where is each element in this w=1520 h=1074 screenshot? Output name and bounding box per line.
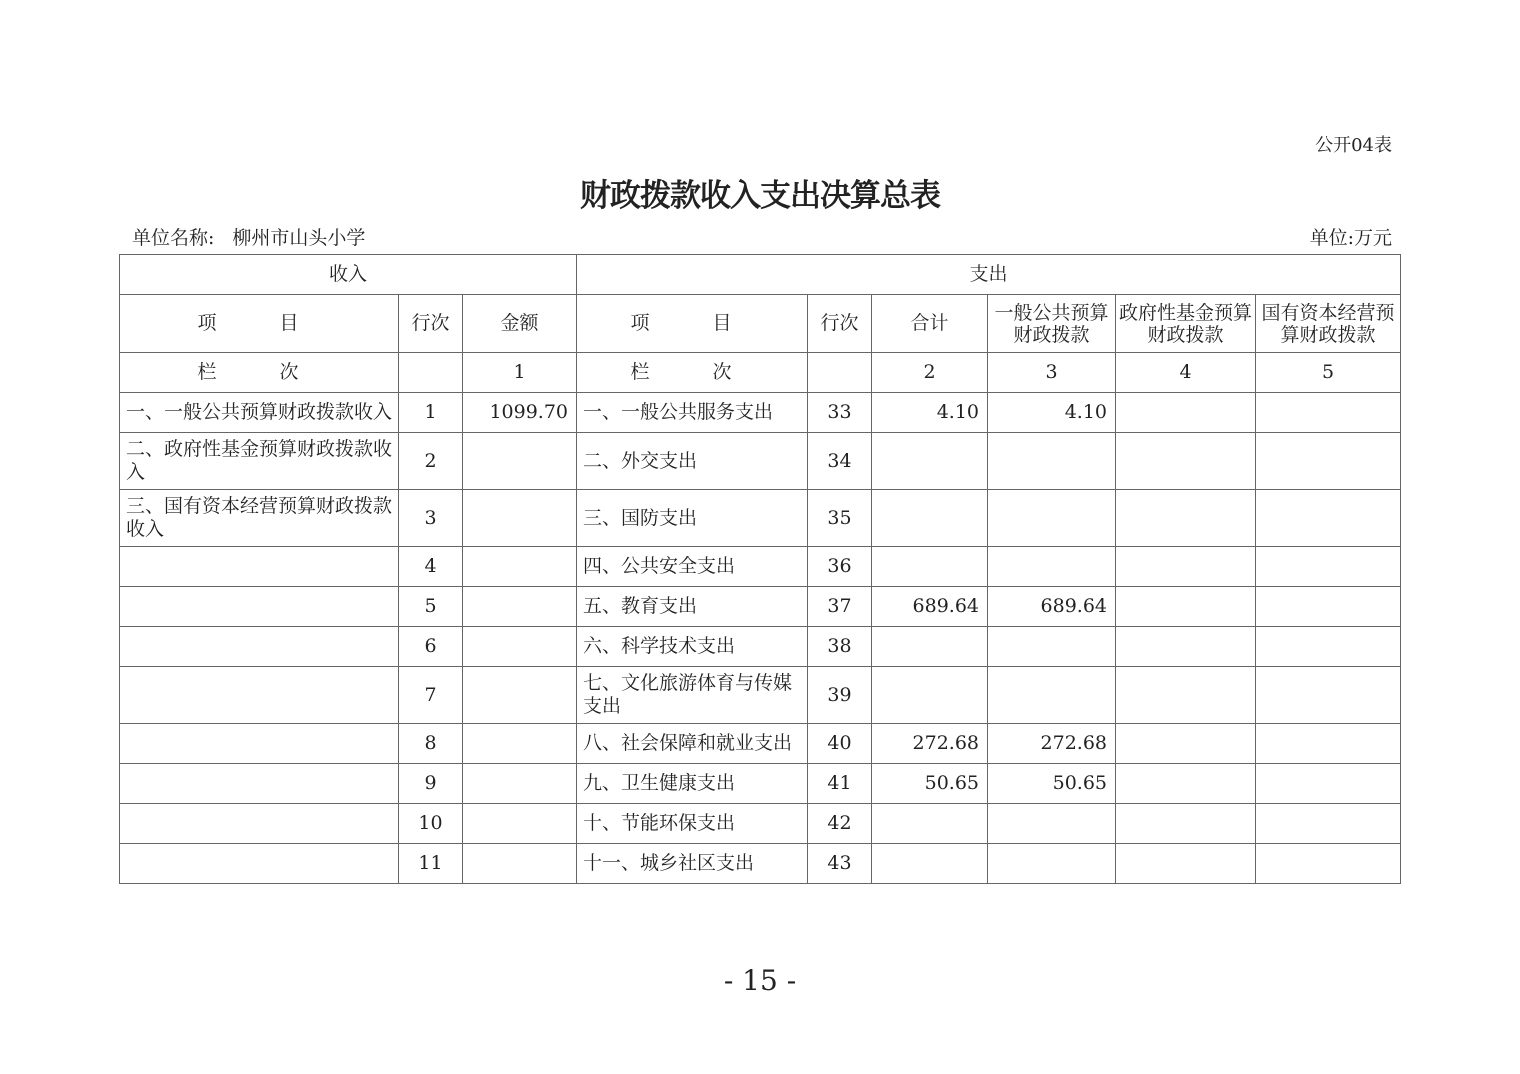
amount-cell [463, 490, 577, 547]
column-header-row [120, 295, 1401, 353]
budget-summary-table [119, 254, 1401, 884]
expense-line-cell: 33 [808, 393, 872, 433]
gov-fund-cell [1116, 433, 1256, 490]
income-item-cell [120, 667, 399, 724]
income-line-cell: 1 [399, 393, 463, 433]
gov-fund-cell [1116, 724, 1256, 764]
col-index-total: 2 [872, 353, 988, 393]
state-capital-cell [1256, 547, 1401, 587]
table-row [120, 724, 1401, 764]
expense-item-cell: 八、社会保障和就业支出 [577, 724, 808, 764]
general-budget-cell [988, 433, 1116, 490]
col-index-blank [399, 353, 463, 393]
table-row [120, 587, 1401, 627]
expense-line-cell: 34 [808, 433, 872, 490]
amount-cell [463, 547, 577, 587]
income-line-cell: 2 [399, 433, 463, 490]
expense-line-cell: 38 [808, 627, 872, 667]
gov-fund-cell [1116, 393, 1256, 433]
form-code: 公开04表 [1315, 135, 1392, 156]
state-capital-cell [1256, 433, 1401, 490]
state-capital-cell [1256, 587, 1401, 627]
expense-item-cell: 一、一般公共服务支出 [577, 393, 808, 433]
general-budget-cell [988, 844, 1116, 884]
table-row [120, 804, 1401, 844]
general-budget-cell: 689.64 [988, 587, 1116, 627]
expense-item-cell: 九、卫生健康支出 [577, 764, 808, 804]
state-capital-cell [1256, 667, 1401, 724]
general-budget-cell: 50.65 [988, 764, 1116, 804]
table-row [120, 547, 1401, 587]
gov-fund-cell [1116, 587, 1256, 627]
table-row [120, 490, 1401, 547]
col-income-item: 项 目 [120, 295, 399, 353]
amount-cell [463, 764, 577, 804]
table-row [120, 667, 1401, 724]
income-line-cell: 5 [399, 587, 463, 627]
income-item-cell: 二、政府性基金预算财政拨款收入 [120, 433, 399, 490]
state-capital-cell [1256, 627, 1401, 667]
col-index-blank [808, 353, 872, 393]
col-index-gov-fund: 4 [1116, 353, 1256, 393]
expense-item-cell: 二、外交支出 [577, 433, 808, 490]
page-number: - 15 - [723, 964, 797, 997]
unit-name-value: 柳州市山头小学 [232, 227, 366, 249]
expense-item-cell: 十、节能环保支出 [577, 804, 808, 844]
amount-cell [463, 724, 577, 764]
col-state-capital: 国有资本经营预算财政拨款 [1256, 295, 1401, 353]
income-line-cell: 3 [399, 490, 463, 547]
income-line-cell: 8 [399, 724, 463, 764]
income-item-cell [120, 844, 399, 884]
col-index-exp-label: 栏 次 [577, 353, 808, 393]
table-row [120, 433, 1401, 490]
income-line-cell: 4 [399, 547, 463, 587]
general-budget-cell [988, 490, 1116, 547]
gov-fund-cell [1116, 764, 1256, 804]
col-index-state-capital: 5 [1256, 353, 1401, 393]
income-item-cell [120, 627, 399, 667]
income-line-cell: 6 [399, 627, 463, 667]
general-budget-cell: 4.10 [988, 393, 1116, 433]
amount-cell [463, 804, 577, 844]
unit-name-line [132, 223, 365, 250]
general-budget-cell [988, 667, 1116, 724]
total-cell [872, 490, 988, 547]
state-capital-cell [1256, 490, 1401, 547]
col-gov-fund: 政府性基金预算财政拨款 [1116, 295, 1256, 353]
expense-header: 支出 [577, 255, 1401, 295]
col-income-line: 行次 [399, 295, 463, 353]
total-cell [872, 547, 988, 587]
total-cell: 272.68 [872, 724, 988, 764]
table-row [120, 627, 1401, 667]
table-row [120, 393, 1401, 433]
income-item-cell: 三、国有资本经营预算财政拨款收入 [120, 490, 399, 547]
total-cell [872, 804, 988, 844]
general-budget-cell [988, 547, 1116, 587]
table-row [120, 844, 1401, 884]
income-line-cell: 11 [399, 844, 463, 884]
state-capital-cell [1256, 724, 1401, 764]
total-cell [872, 667, 988, 724]
general-budget-cell: 272.68 [988, 724, 1116, 764]
section-header-row [120, 255, 1401, 295]
gov-fund-cell [1116, 667, 1256, 724]
expense-line-cell: 36 [808, 547, 872, 587]
expense-line-cell: 41 [808, 764, 872, 804]
gov-fund-cell [1116, 627, 1256, 667]
amount-cell [463, 627, 577, 667]
col-general-budget: 一般公共预算财政拨款 [988, 295, 1116, 353]
gov-fund-cell [1116, 844, 1256, 884]
currency-unit: 单位:万元 [1309, 227, 1392, 249]
expense-item-cell: 三、国防支出 [577, 490, 808, 547]
expense-line-cell: 35 [808, 490, 872, 547]
income-item-cell [120, 804, 399, 844]
column-index-row [120, 353, 1401, 393]
general-budget-cell [988, 804, 1116, 844]
income-item-cell [120, 724, 399, 764]
expense-item-cell: 四、公共安全支出 [577, 547, 808, 587]
expense-item-cell: 五、教育支出 [577, 587, 808, 627]
gov-fund-cell [1116, 490, 1256, 547]
income-item-cell [120, 587, 399, 627]
income-line-cell: 10 [399, 804, 463, 844]
total-cell: 4.10 [872, 393, 988, 433]
col-index-amount: 1 [463, 353, 577, 393]
col-index-label: 栏 次 [120, 353, 399, 393]
income-item-cell [120, 547, 399, 587]
expense-line-cell: 42 [808, 804, 872, 844]
amount-cell [463, 844, 577, 884]
expense-item-cell: 十一、城乡社区支出 [577, 844, 808, 884]
gov-fund-cell [1116, 547, 1256, 587]
total-cell: 50.65 [872, 764, 988, 804]
col-index-general-budget: 3 [988, 353, 1116, 393]
table-row [120, 764, 1401, 804]
general-budget-cell [988, 627, 1116, 667]
amount-cell [463, 667, 577, 724]
amount-cell: 1099.70 [463, 393, 577, 433]
state-capital-cell [1256, 844, 1401, 884]
unit-name-label: 单位名称: [132, 227, 215, 249]
expense-line-cell: 40 [808, 724, 872, 764]
amount-cell [463, 587, 577, 627]
total-cell [872, 627, 988, 667]
state-capital-cell [1256, 393, 1401, 433]
col-total: 合计 [872, 295, 988, 353]
amount-cell [463, 433, 577, 490]
total-cell: 689.64 [872, 587, 988, 627]
income-line-cell: 9 [399, 764, 463, 804]
income-line-cell: 7 [399, 667, 463, 724]
expense-line-cell: 43 [808, 844, 872, 884]
income-item-cell [120, 764, 399, 804]
income-header: 收入 [120, 255, 577, 295]
state-capital-cell [1256, 764, 1401, 804]
state-capital-cell [1256, 804, 1401, 844]
col-amount: 金额 [463, 295, 577, 353]
expense-item-cell: 七、文化旅游体育与传媒支出 [577, 667, 808, 724]
income-item-cell: 一、一般公共预算财政拨款收入 [120, 393, 399, 433]
total-cell [872, 844, 988, 884]
col-expense-item: 项 目 [577, 295, 808, 353]
total-cell [872, 433, 988, 490]
expense-line-cell: 39 [808, 667, 872, 724]
page-title: 财政拨款收入支出决算总表 [580, 178, 940, 214]
col-expense-line: 行次 [808, 295, 872, 353]
gov-fund-cell [1116, 804, 1256, 844]
expense-line-cell: 37 [808, 587, 872, 627]
expense-item-cell: 六、科学技术支出 [577, 627, 808, 667]
